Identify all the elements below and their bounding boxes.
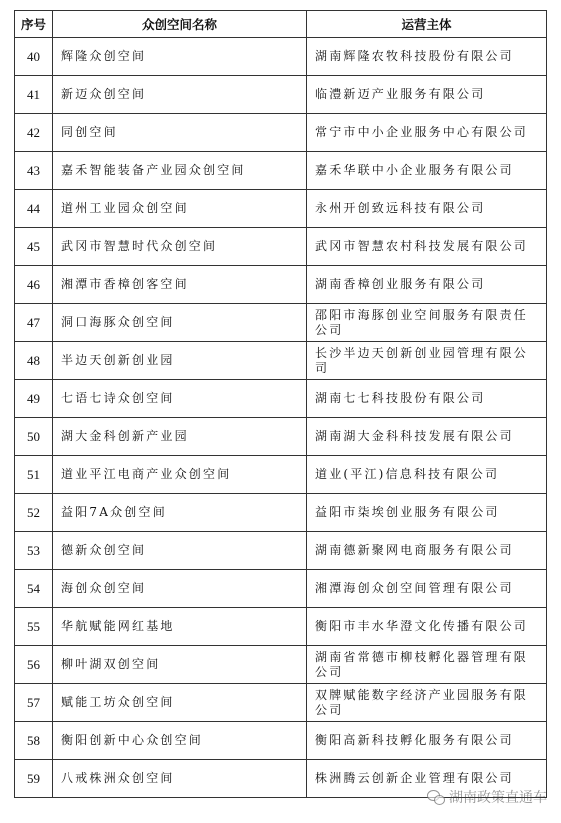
header-no: 序号 xyxy=(15,11,53,38)
space-list-table xyxy=(14,10,547,798)
row-space-name: 德新众创空间 xyxy=(53,532,307,570)
row-space-name: 湘潭市香樟创客空间 xyxy=(53,266,307,304)
row-space-name: 海创众创空间 xyxy=(53,570,307,608)
table-row xyxy=(15,228,547,266)
row-no: 59 xyxy=(15,760,53,798)
row-no: 42 xyxy=(15,114,53,152)
table-row xyxy=(15,646,547,684)
table-row xyxy=(15,342,547,380)
table-row xyxy=(15,722,547,760)
table-row xyxy=(15,114,547,152)
row-operator: 湖南七七科技股份有限公司 xyxy=(307,380,547,418)
row-space-name: 武冈市智慧时代众创空间 xyxy=(53,228,307,266)
watermark-text: 湖南政策直通车 xyxy=(449,790,547,806)
row-operator: 武冈市智慧农村科技发展有限公司 xyxy=(307,228,547,266)
table-row xyxy=(15,532,547,570)
document-sheet xyxy=(14,10,546,798)
row-no: 57 xyxy=(15,684,53,722)
table-row xyxy=(15,684,547,722)
row-operator: 长沙半边天创新创业园管理有限公司 xyxy=(307,342,547,380)
row-operator: 常宁市中小企业服务中心有限公司 xyxy=(307,114,547,152)
row-space-name: 益阳7A众创空间 xyxy=(53,494,307,532)
table-row xyxy=(15,760,547,798)
row-space-name: 八戒株洲众创空间 xyxy=(53,760,307,798)
row-no: 55 xyxy=(15,608,53,646)
row-operator: 衡阳高新科技孵化服务有限公司 xyxy=(307,722,547,760)
row-operator: 湖南德新聚网电商服务有限公司 xyxy=(307,532,547,570)
row-space-name: 柳叶湖双创空间 xyxy=(53,646,307,684)
row-operator: 湖南香樟创业服务有限公司 xyxy=(307,266,547,304)
header-name: 众创空间名称 xyxy=(53,11,307,38)
table-row xyxy=(15,494,547,532)
row-space-name: 洞口海豚众创空间 xyxy=(53,304,307,342)
row-no: 45 xyxy=(15,228,53,266)
row-no: 50 xyxy=(15,418,53,456)
row-space-name: 七语七诗众创空间 xyxy=(53,380,307,418)
row-space-name: 新迈众创空间 xyxy=(53,76,307,114)
row-space-name: 辉隆众创空间 xyxy=(53,38,307,76)
row-space-name: 同创空间 xyxy=(53,114,307,152)
row-no: 53 xyxy=(15,532,53,570)
row-operator: 湖南湖大金科科技发展有限公司 xyxy=(307,418,547,456)
row-space-name: 湖大金科创新产业园 xyxy=(53,418,307,456)
table-row xyxy=(15,38,547,76)
row-operator: 永州开创致远科技有限公司 xyxy=(307,190,547,228)
row-no: 49 xyxy=(15,380,53,418)
row-no: 51 xyxy=(15,456,53,494)
table-row xyxy=(15,266,547,304)
row-space-name: 道业平江电商产业众创空间 xyxy=(53,456,307,494)
row-operator: 湖南辉隆农牧科技股份有限公司 xyxy=(307,38,547,76)
row-space-name: 华航赋能网红基地 xyxy=(53,608,307,646)
row-operator: 道业(平江)信息科技有限公司 xyxy=(307,456,547,494)
row-operator: 嘉禾华联中小企业服务有限公司 xyxy=(307,152,547,190)
table-body xyxy=(15,38,547,798)
table-header-row xyxy=(15,11,547,38)
row-space-name: 赋能工坊众创空间 xyxy=(53,684,307,722)
table-row xyxy=(15,418,547,456)
row-no: 52 xyxy=(15,494,53,532)
row-operator: 衡阳市丰水华澄文化传播有限公司 xyxy=(307,608,547,646)
row-space-name: 衡阳创新中心众创空间 xyxy=(53,722,307,760)
row-no: 44 xyxy=(15,190,53,228)
row-no: 47 xyxy=(15,304,53,342)
row-operator: 株洲腾云创新企业管理有限公司 xyxy=(307,760,547,798)
row-no: 43 xyxy=(15,152,53,190)
header-operator: 运营主体 xyxy=(307,11,547,38)
row-no: 54 xyxy=(15,570,53,608)
table-row xyxy=(15,76,547,114)
row-no: 58 xyxy=(15,722,53,760)
row-no: 41 xyxy=(15,76,53,114)
table-row xyxy=(15,380,547,418)
row-space-name: 道州工业园众创空间 xyxy=(53,190,307,228)
row-no: 40 xyxy=(15,38,53,76)
row-no: 46 xyxy=(15,266,53,304)
row-operator: 临澧新迈产业服务有限公司 xyxy=(307,76,547,114)
table-row xyxy=(15,304,547,342)
table-row xyxy=(15,608,547,646)
row-operator: 邵阳市海豚创业空间服务有限责任公司 xyxy=(307,304,547,342)
row-space-name: 半边天创新创业园 xyxy=(53,342,307,380)
row-no: 56 xyxy=(15,646,53,684)
row-operator: 湘潭海创众创空间管理有限公司 xyxy=(307,570,547,608)
table-row xyxy=(15,190,547,228)
table-row xyxy=(15,152,547,190)
row-operator: 湖南省常德市柳枝孵化器管理有限公司 xyxy=(307,646,547,684)
table-row xyxy=(15,456,547,494)
row-operator: 双牌赋能数字经济产业园服务有限公司 xyxy=(307,684,547,722)
table-row xyxy=(15,570,547,608)
row-operator: 益阳市柒埃创业服务有限公司 xyxy=(307,494,547,532)
row-no: 48 xyxy=(15,342,53,380)
row-space-name: 嘉禾智能装备产业园众创空间 xyxy=(53,152,307,190)
